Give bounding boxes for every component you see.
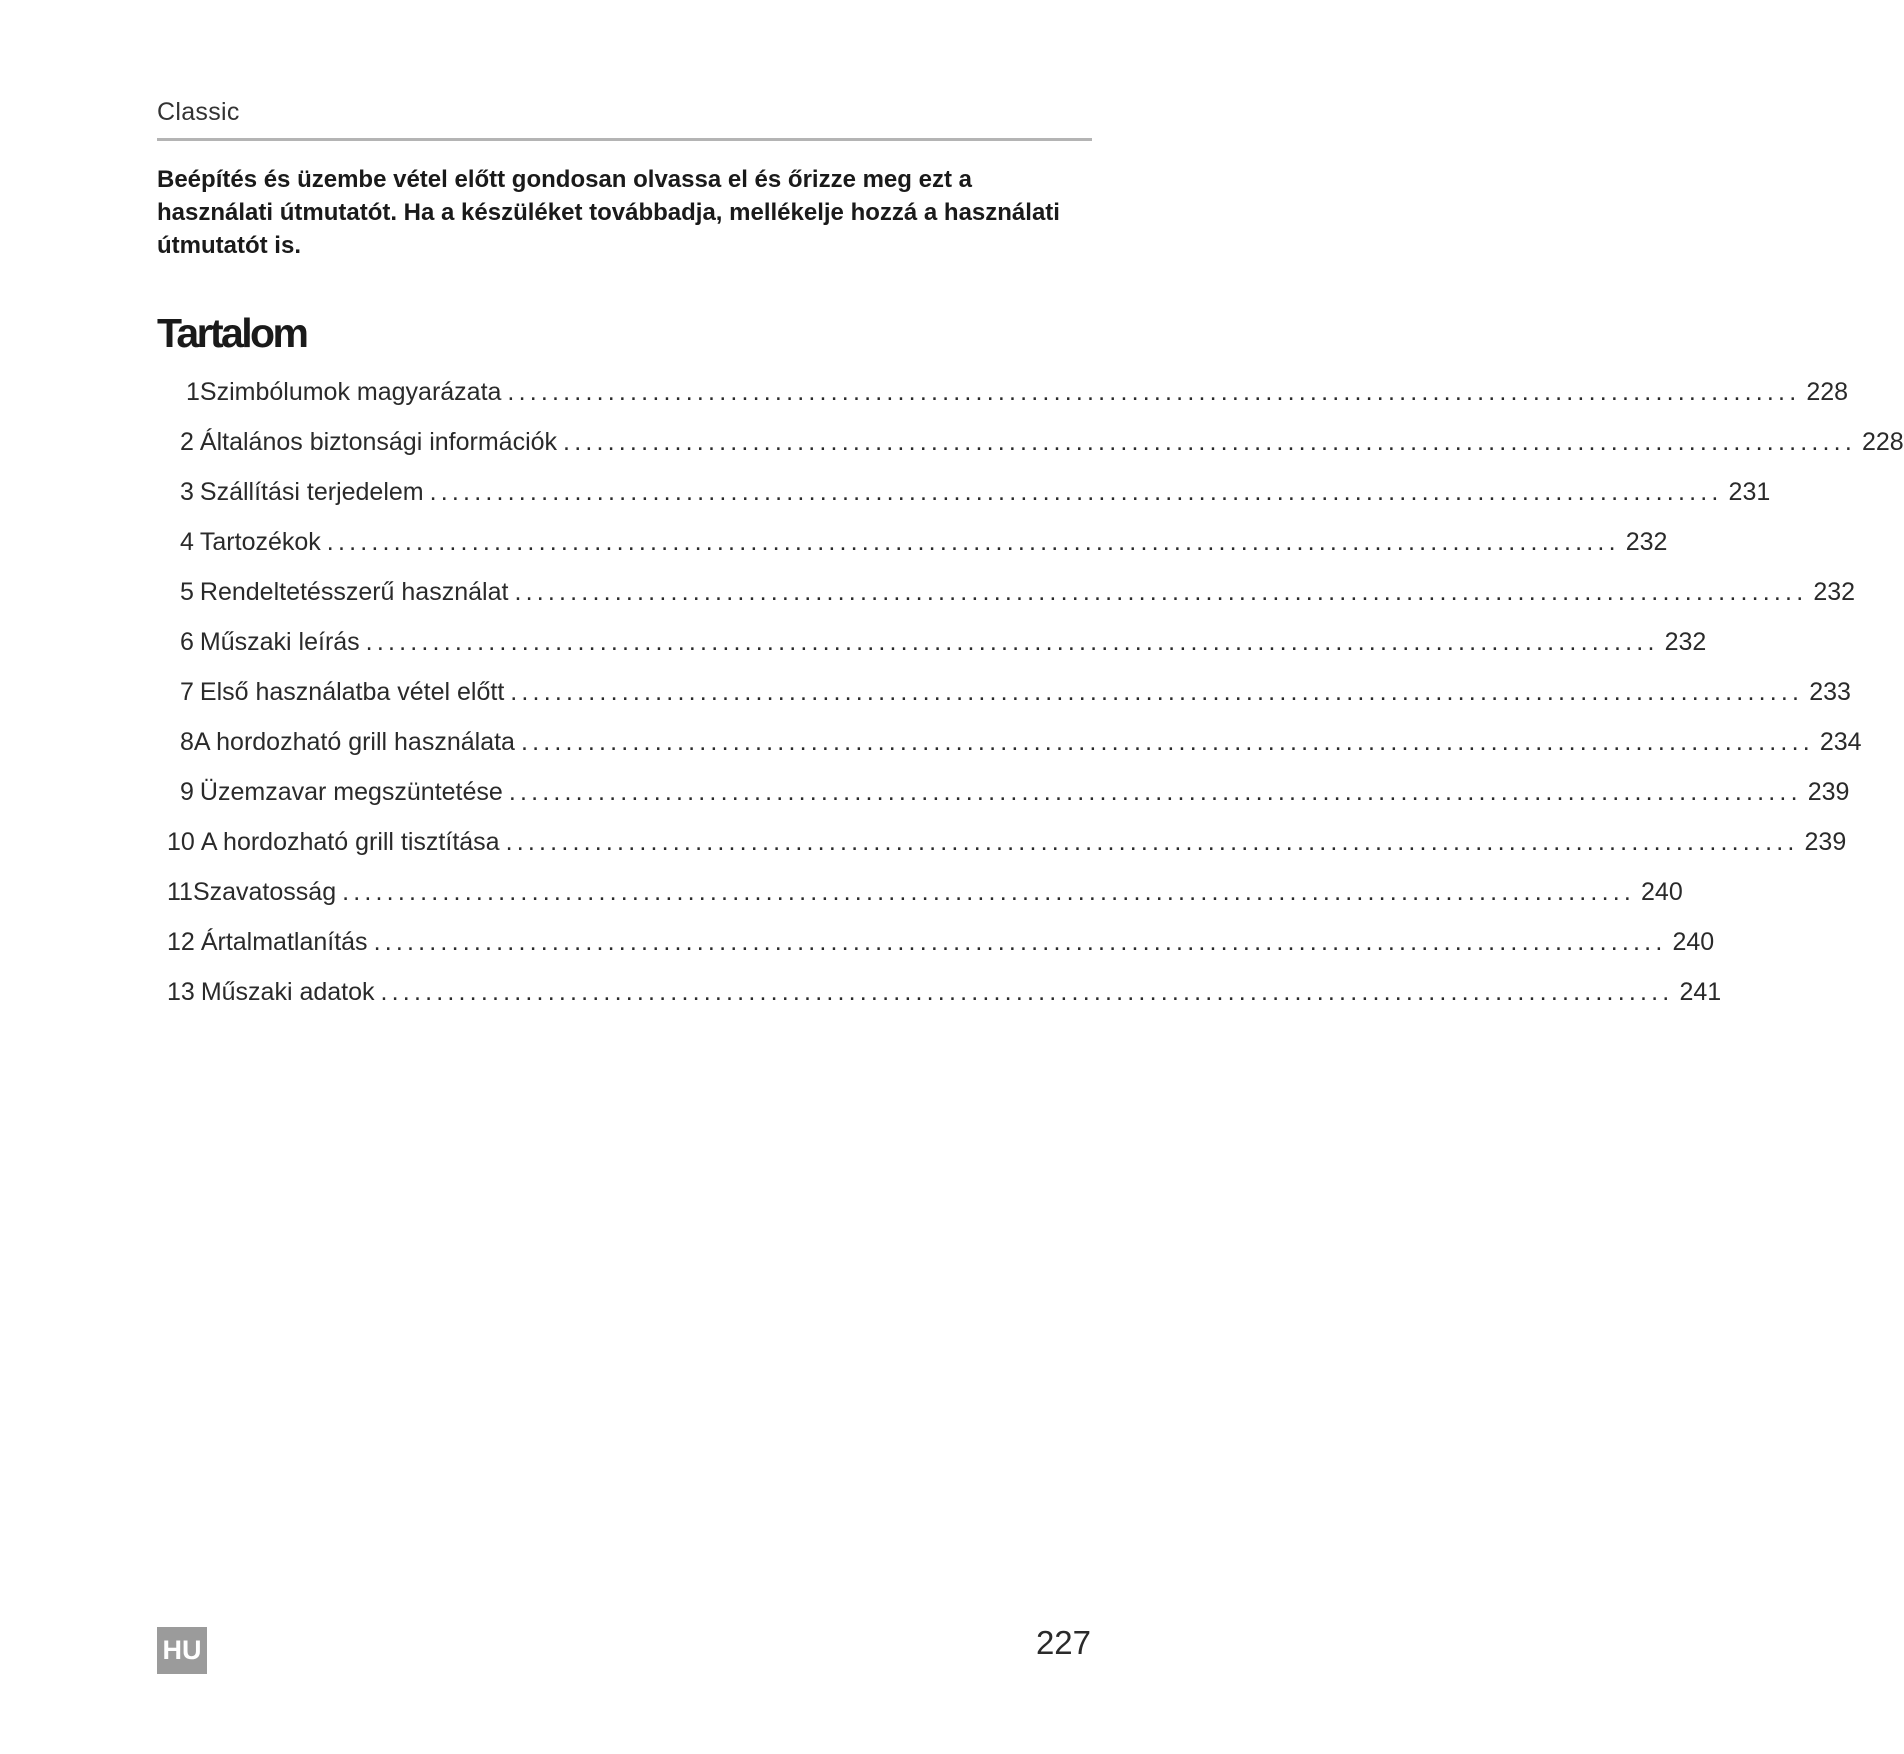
toc-entry-number: 4 bbox=[180, 528, 194, 556]
toc-entry-title: Rendeltetésszerű használat bbox=[199, 578, 509, 606]
toc-entry-number: 11 bbox=[167, 878, 193, 906]
toc-entry-title: A hordozható grill tisztítása bbox=[200, 828, 500, 856]
dot-leader: .................................................................................................................... bbox=[380, 978, 1674, 1006]
intro-notice: Beépítés és üzembe vétel előtt gondosan olvassa el és őrizze meg ezt a használati útmutatót. Ha a készüléket továbbadja, mellékelje hozzá a használati útmutatót is. bbox=[157, 166, 1060, 259]
toc-entry-title: A hordozható grill használata bbox=[193, 728, 515, 756]
toc-entry[interactable] bbox=[167, 928, 1715, 964]
toc-entry-number: 8 bbox=[180, 728, 194, 756]
dot-leader: .................................................................................................................... bbox=[508, 778, 1802, 806]
toc-entry-number: 5 bbox=[180, 578, 194, 606]
toc-entry-number: 12 bbox=[167, 928, 195, 956]
toc-entry-title: Szimbólumok magyarázata bbox=[199, 378, 502, 406]
toc-entry-page: 240 bbox=[1672, 928, 1715, 956]
toc-entry[interactable] bbox=[167, 828, 1847, 864]
dot-leader: .................................................................................................................... bbox=[507, 378, 1801, 406]
toc-entry-number: 3 bbox=[180, 478, 194, 506]
toc-entry[interactable] bbox=[180, 528, 1668, 564]
toc-entry-page: 234 bbox=[1819, 728, 1862, 756]
toc-entry[interactable] bbox=[180, 478, 1771, 514]
toc-entry[interactable] bbox=[180, 428, 1904, 464]
toc-entry[interactable] bbox=[180, 578, 1856, 614]
toc-entry-title: Első használatba vétel előtt bbox=[199, 678, 505, 706]
toc-entry-page: 232 bbox=[1625, 528, 1668, 556]
toc-entry-page: 233 bbox=[1809, 678, 1851, 706]
toc-entry-page: 232 bbox=[1664, 628, 1707, 656]
toc-entry[interactable] bbox=[180, 678, 1851, 714]
toc-entry-number: 10 bbox=[167, 828, 195, 856]
toc-entry-title: Általános biztonsági információk bbox=[199, 428, 558, 456]
toc-entry[interactable] bbox=[180, 628, 1707, 664]
toc-entry-title: Üzemzavar megszüntetése bbox=[199, 778, 503, 806]
dot-leader: .................................................................................................................... bbox=[563, 428, 1856, 456]
toc-entry-page: 228 bbox=[1806, 378, 1849, 406]
dot-leader: .................................................................................................................... bbox=[514, 578, 1808, 606]
dot-leader: .................................................................................................................... bbox=[505, 828, 1799, 856]
dot-leader: .................................................................................................................... bbox=[373, 928, 1667, 956]
toc-entry-title: Ártalmatlanítás bbox=[200, 928, 368, 956]
dot-leader: .................................................................................................................... bbox=[342, 878, 1636, 906]
toc-entry-number: 9 bbox=[180, 778, 194, 806]
toc-entry-page: 232 bbox=[1813, 578, 1856, 606]
toc-entry-page: 239 bbox=[1804, 828, 1847, 856]
toc-entry-number: 2 bbox=[180, 428, 194, 456]
toc-entry-title: Szállítási terjedelem bbox=[199, 478, 424, 506]
toc-entry-number: 1 bbox=[186, 378, 200, 406]
toc-entry[interactable] bbox=[180, 778, 1850, 814]
toc-entry-page: 231 bbox=[1728, 478, 1771, 506]
toc-entry-number: 6 bbox=[180, 628, 194, 656]
toc-entry-title: Tartozékok bbox=[199, 528, 321, 556]
toc-entry-title: Műszaki adatok bbox=[200, 978, 375, 1006]
running-header: Classic bbox=[157, 98, 240, 126]
page-number: 227 bbox=[1035, 1624, 1091, 1661]
toc-entry-title: Szavatosság bbox=[192, 878, 337, 906]
toc-entry-number: 13 bbox=[167, 978, 195, 1006]
toc-entry[interactable] bbox=[186, 378, 1849, 414]
dot-leader: .................................................................................................................... bbox=[510, 678, 1804, 706]
toc-entry-page: 239 bbox=[1807, 778, 1850, 806]
toc-entry[interactable] bbox=[167, 878, 1683, 914]
toc-entry-page: 240 bbox=[1641, 878, 1683, 906]
toc-entry[interactable] bbox=[180, 728, 1862, 764]
dot-leader: .................................................................................................................... bbox=[429, 478, 1723, 506]
toc-heading: Tartalom bbox=[157, 310, 307, 356]
dot-leader: .................................................................................................................... bbox=[520, 728, 1814, 756]
toc-entry-page: 228 bbox=[1861, 428, 1904, 456]
dot-leader: .................................................................................................................... bbox=[326, 528, 1620, 556]
toc-entry-page: 241 bbox=[1679, 978, 1722, 1006]
language-badge: HU bbox=[157, 1627, 207, 1674]
dot-leader: .................................................................................................................... bbox=[365, 628, 1659, 656]
toc-entry[interactable] bbox=[167, 978, 1722, 1014]
toc-entry-number: 7 bbox=[180, 678, 194, 706]
toc-entry-title: Műszaki leírás bbox=[199, 628, 360, 656]
